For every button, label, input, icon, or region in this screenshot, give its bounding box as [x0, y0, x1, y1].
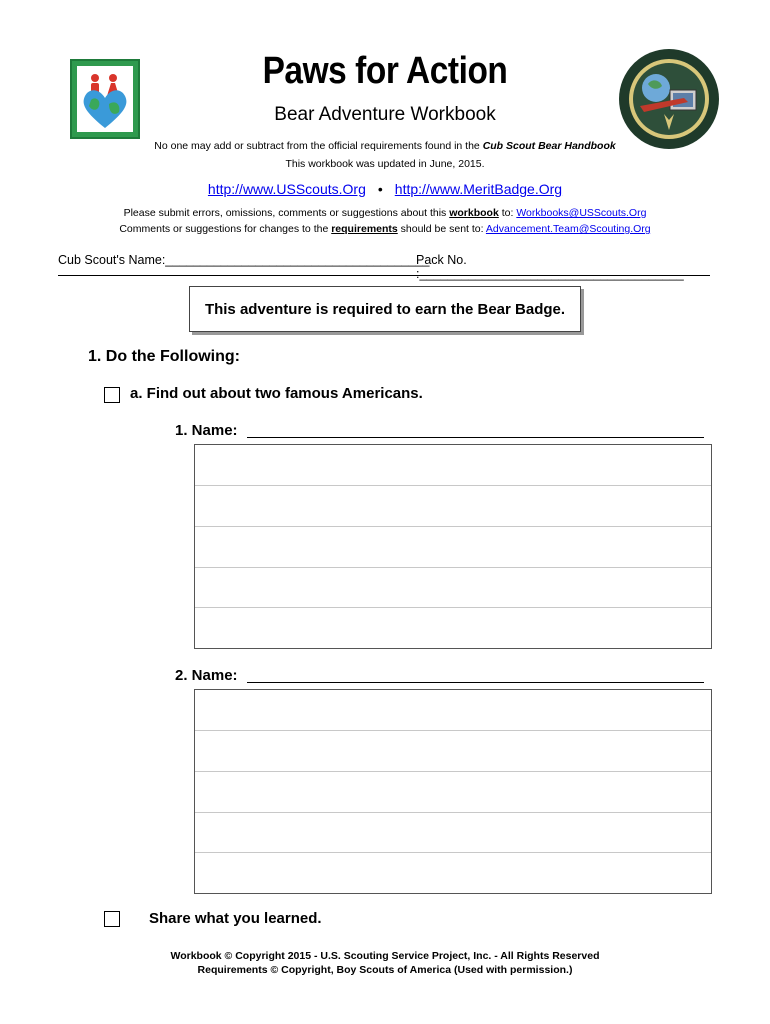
answer-line [195, 730, 711, 731]
website-links [0, 181, 770, 197]
usscouts-link[interactable]: http://www.USScouts.Org [207, 181, 366, 197]
submit-workbook-text: Please submit errors, omissions, comments or suggestions about this workbook to: Workbooks@USScouts.Org [123, 207, 647, 219]
scout-info-row [58, 253, 710, 281]
header-divider [58, 275, 710, 276]
share-checkbox[interactable] [104, 911, 120, 927]
answer-line [195, 852, 711, 853]
page-subtitle: Bear Adventure Workbook [274, 104, 496, 125]
scout-name-field[interactable]: ______________________________________ [165, 253, 430, 267]
answer-line [195, 607, 711, 608]
answer-line [195, 771, 711, 772]
answer-box-2[interactable] [194, 689, 712, 894]
pack-number-field[interactable]: ______________________________________ [419, 267, 684, 281]
notice-text: No one may add or subtract from the official requirements found in the Cub Scout Bear Handbook [154, 140, 616, 152]
answer-line [195, 812, 711, 813]
footer-requirements-copyright: Requirements © Copyright, Boy Scouts of America (Used with permission.) [197, 964, 573, 976]
answer-line [195, 567, 711, 568]
footer-copyright: Workbook © Copyright 2015 - U.S. Scouting Service Project, Inc. - All Rights Reserved [170, 950, 600, 962]
required-note: This adventure is required to earn the Bear Badge. [204, 301, 566, 318]
meritbadge-link[interactable]: http://www.MeritBadge.Org [394, 181, 563, 197]
scout-name-label: Cub Scout's Name: [58, 253, 166, 267]
page-title: Paws for Action [262, 50, 508, 92]
answer-line [195, 526, 711, 527]
share-requirement: Share what you learned. [149, 910, 322, 927]
submit-requirements-text: Comments or suggestions for changes to the requirements should be sent to: Advancement.Team@Scouting.Org [119, 223, 651, 235]
workbooks-email-link[interactable]: Workbooks@USScouts.Org [516, 207, 647, 219]
answer-line [195, 485, 711, 486]
pack-number [416, 253, 710, 281]
answer-box-1[interactable] [194, 444, 712, 649]
name-1-label: 1. Name: [175, 422, 238, 439]
name-1-field[interactable] [247, 437, 704, 438]
link-separator: • [377, 181, 383, 197]
updated-text: This workbook was updated in June, 2015. [285, 158, 485, 170]
requirement-1a-checkbox[interactable] [104, 387, 120, 403]
advancement-email-link[interactable]: Advancement.Team@Scouting.Org [485, 223, 651, 235]
name-2-field[interactable] [247, 682, 704, 683]
requirement-1: 1. Do the Following: [88, 348, 240, 365]
name-2-label: 2. Name: [175, 667, 238, 684]
pack-label: Pack No. : [416, 253, 467, 281]
requirement-1a: a. Find out about two famous Americans. [130, 385, 423, 402]
